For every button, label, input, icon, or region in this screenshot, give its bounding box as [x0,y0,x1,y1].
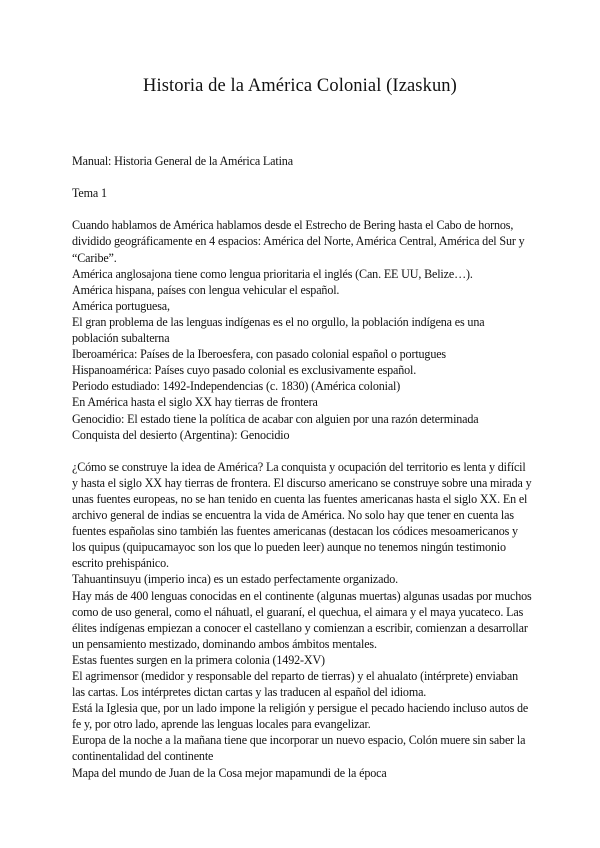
paragraph: Tahuantinsuyu (imperio inca) es un estado perfectamente organizado. [72,572,399,587]
paragraph: El agrimensor (medidor y responsable del reparto de tierras) y el ahualato (intérprete) enviaban las cartas. Los intérpretes dictan cartas y las traducen al español del idioma. [72,669,518,700]
paragraph: Genocidio: El estado tiene la política de acabar con alguien por una razón determinada [72,411,479,426]
spacer [72,169,532,185]
paragraph: América anglosajona tiene como lengua prioritaria el inglés (Can. EE UU, Belize…). [72,266,473,281]
paragraph: América portuguesa, [72,298,170,313]
spacer [72,443,532,459]
paragraph: Estas fuentes surgen en la primera colonia (1492-XV) [72,652,325,667]
paragraph: Está la Iglesia que, por un lado impone la religión y persigue el pecado haciendo incluso autos de fe y, por otro lado, aprende las lenguas locales para evangelizar. [72,701,529,732]
paragraph: Cuando hablamos de América hablamos desde el Estrecho de Bering hasta el Cabo de hornos, dividido geográficamente en 4 espacios: América del Norte, América Central, América del Sur y “Caribe”. [72,218,525,265]
manual-reference: Manual: Historia General de la América Latina [72,154,293,168]
paragraph: Mapa del mundo de Juan de la Cosa mejor mapamundi de la época [72,765,387,780]
topic-heading: Tema 1 [72,186,107,201]
paragraph: América hispana, países con lengua vehicular el español. [72,282,340,297]
page-title: Historia de la América Colonial (Izaskun) [143,76,457,96]
paragraph: Hay más de 400 lenguas conocidas en el continente (algunas muertas) algunas usadas por muchos como de uso general, como el náhuatl, el guaraní, el quechua, el aimara y el maya yucateco. Las élites indígenas empiezan a conocer el castellano y comienzan a escribir, comienzan a desarrollar un pensamiento mestizado, dominando ambos ámbitos mentales. [72,588,532,651]
paragraph: ¿Cómo se construye la idea de América? La conquista y ocupación del territorio es lenta y difícil y hasta el siglo XX hay tierras de frontera. El discurso americano se construye sobre una mirada y unas fuentes europeas, no se han tenido en cuenta las fuentes americanas hasta el siglo XX. En el archivo general de indias se encuentra la vida de América. No solo hay que tener en cuenta las fuentes españolas sino también las fuentes americanas (destacan los códices mesoamericanos y los quipus (quipucamayoc son los que lo pueden leer) aunque no tenemos ningún testimonio escrito prehispánico. [72,459,532,571]
paragraph: El gran problema de las lenguas indígenas es el no orgullo, la población indígena es una población subalterna [72,314,485,346]
paragraph: Europa de la noche a la mañana tiene que incorporar un nuevo espacio, Colón muere sin saber la continentalidad del continente [72,733,526,764]
paragraph: Conquista del desierto (Argentina): Genocidio [72,427,290,442]
spacer [72,201,532,217]
paragraph: Hispanoamérica: Países cuyo pasado colonial es exclusivamente español. [72,363,417,378]
paragraph: Periodo estudiado: 1492-Independencias (c. 1830) (América colonial) [72,379,401,394]
paragraph: Iberoamérica: Países de la Iberoesfera, con pasado colonial español o portugues [72,347,446,362]
document-body [72,153,532,781]
paragraph: En América hasta el siglo XX hay tierras de frontera [72,395,318,410]
